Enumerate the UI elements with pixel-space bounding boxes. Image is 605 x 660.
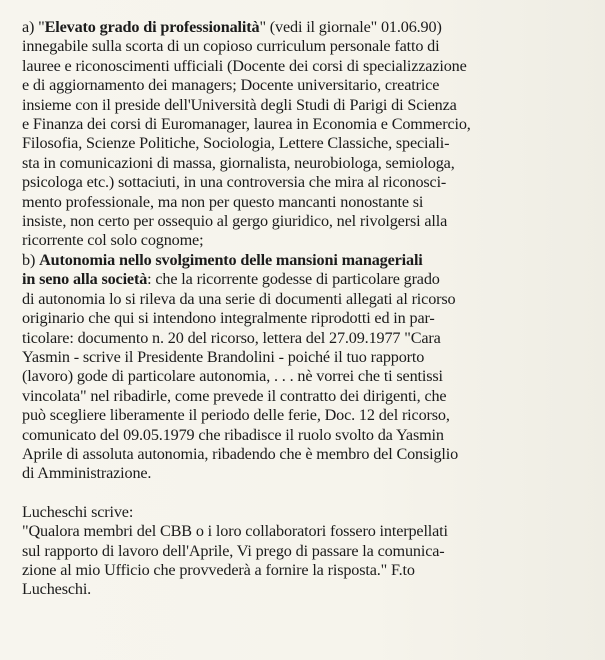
body-text: Lucheschi scrive: xyxy=(22,502,134,521)
body-text: Lucheschi. xyxy=(22,580,92,599)
section-a xyxy=(22,18,602,251)
body-text: : che la ricorrente godesse di particolare grado xyxy=(147,270,440,289)
body-text: sta in comunicazioni di massa, giornalista, neurobiologa, semiologa, xyxy=(22,153,455,172)
body-text: Yasmin - scrive il Presidente Brandolini - poiché il tuo rapporto xyxy=(22,347,425,366)
body-text: vincolata" nel ribadirle, come prevede il contratto dei dirigenti, che xyxy=(22,386,447,405)
body-text: insiste, non certo per ossequio al gergo giuridico, nel rivolgersi alla xyxy=(22,212,448,231)
body-text: ticolare: documento n. 20 del ricorso, lettera del 27.09.1977 "Cara xyxy=(22,328,441,347)
text-line xyxy=(22,290,602,309)
bold-heading-text: Elevato grado di professionalità xyxy=(44,18,260,36)
text-line xyxy=(22,18,602,37)
body-text: a) " xyxy=(22,18,45,36)
text-line xyxy=(22,115,602,134)
text-line xyxy=(22,231,602,250)
text-line xyxy=(22,348,602,367)
text-line xyxy=(22,154,602,173)
body-text: "Qualora membri del CBB o i loro collaboratori fossero interpellati xyxy=(22,522,448,541)
bold-heading-text: Autonomia nello svolgimento delle mansioni manageriali xyxy=(39,250,423,269)
body-text: mento professionale, ma non per questo mancanti nonostante si xyxy=(22,192,424,211)
text-line xyxy=(22,37,602,56)
text-line xyxy=(22,387,602,406)
body-text: Filosofia, Scienze Politiche, Sociologia, Lettere Classiche, speciali- xyxy=(22,134,450,153)
text-line xyxy=(22,212,602,231)
body-text: sul rapporto di lavoro dell'Aprile, Vi prego di passare la comunica- xyxy=(22,541,445,560)
body-text: originario che qui si intendono integralmente riprodotti ed in par- xyxy=(22,309,435,328)
text-line xyxy=(22,57,602,76)
text-line xyxy=(22,445,602,464)
body-text: insieme con il preside dell'Università degli Studi di Parigi di Scienza xyxy=(22,95,457,114)
body-text: zione al mio Ufficio che provvederà a fornire la risposta." F.to xyxy=(22,560,415,579)
text-line xyxy=(22,193,602,212)
text-line xyxy=(22,367,602,386)
body-text: psicologa etc.) sottaciuti, in una controversia che mira al riconosci- xyxy=(22,173,447,192)
text-line xyxy=(22,426,602,445)
text-line xyxy=(22,173,602,192)
text-line xyxy=(22,329,602,348)
body-text: di Amministrazione. xyxy=(22,464,152,483)
text-line xyxy=(22,76,602,95)
bold-heading-text: in seno alla società xyxy=(22,270,148,289)
body-text: ricorrente col solo cognome; xyxy=(22,231,204,250)
body-text: e di aggiornamento dei managers; Docente universitario, creatrice xyxy=(22,76,440,95)
text-line xyxy=(22,270,602,289)
text-line xyxy=(22,561,602,580)
body-text: e Finanza dei corsi di Euromanager, laurea in Economia e Commercio, xyxy=(22,115,471,134)
body-text: di autonomia lo si rileva da una serie di documenti allegati al ricorso xyxy=(22,289,456,308)
body-text: (lavoro) gode di particolare autonomia, . . . nè vorrei che ti sentissi xyxy=(22,367,443,386)
body-text: Aprile di assoluta autonomia, ribadendo che è membro del Consiglio xyxy=(22,444,459,463)
section-b xyxy=(22,251,602,484)
text-line xyxy=(22,309,602,328)
quote-section xyxy=(22,503,602,600)
body-text: può scegliere liberamente il periodo delle ferie, Doc. 12 del ricorso, xyxy=(22,406,450,425)
body-text: b) xyxy=(22,250,40,269)
text-line xyxy=(22,542,602,561)
text-line xyxy=(22,96,602,115)
text-line xyxy=(22,464,602,483)
text-line xyxy=(22,503,602,522)
text-line xyxy=(22,406,602,425)
text-line xyxy=(22,580,602,599)
paragraph-gap xyxy=(22,484,605,503)
body-text: " (vedi il giornale" 01.06.90) xyxy=(259,18,442,36)
body-text: lauree e riconoscimenti ufficiali (Docente dei corsi di specializzazione xyxy=(22,56,467,75)
text-line xyxy=(22,251,602,270)
text-line xyxy=(22,134,602,153)
text-line xyxy=(22,522,602,541)
body-text: comunicato del 09.05.1979 che ribadisce il ruolo svolto da Yasmin xyxy=(22,425,444,444)
body-text: innegabile sulla scorta di un copioso curriculum personale fatto di xyxy=(22,37,440,56)
